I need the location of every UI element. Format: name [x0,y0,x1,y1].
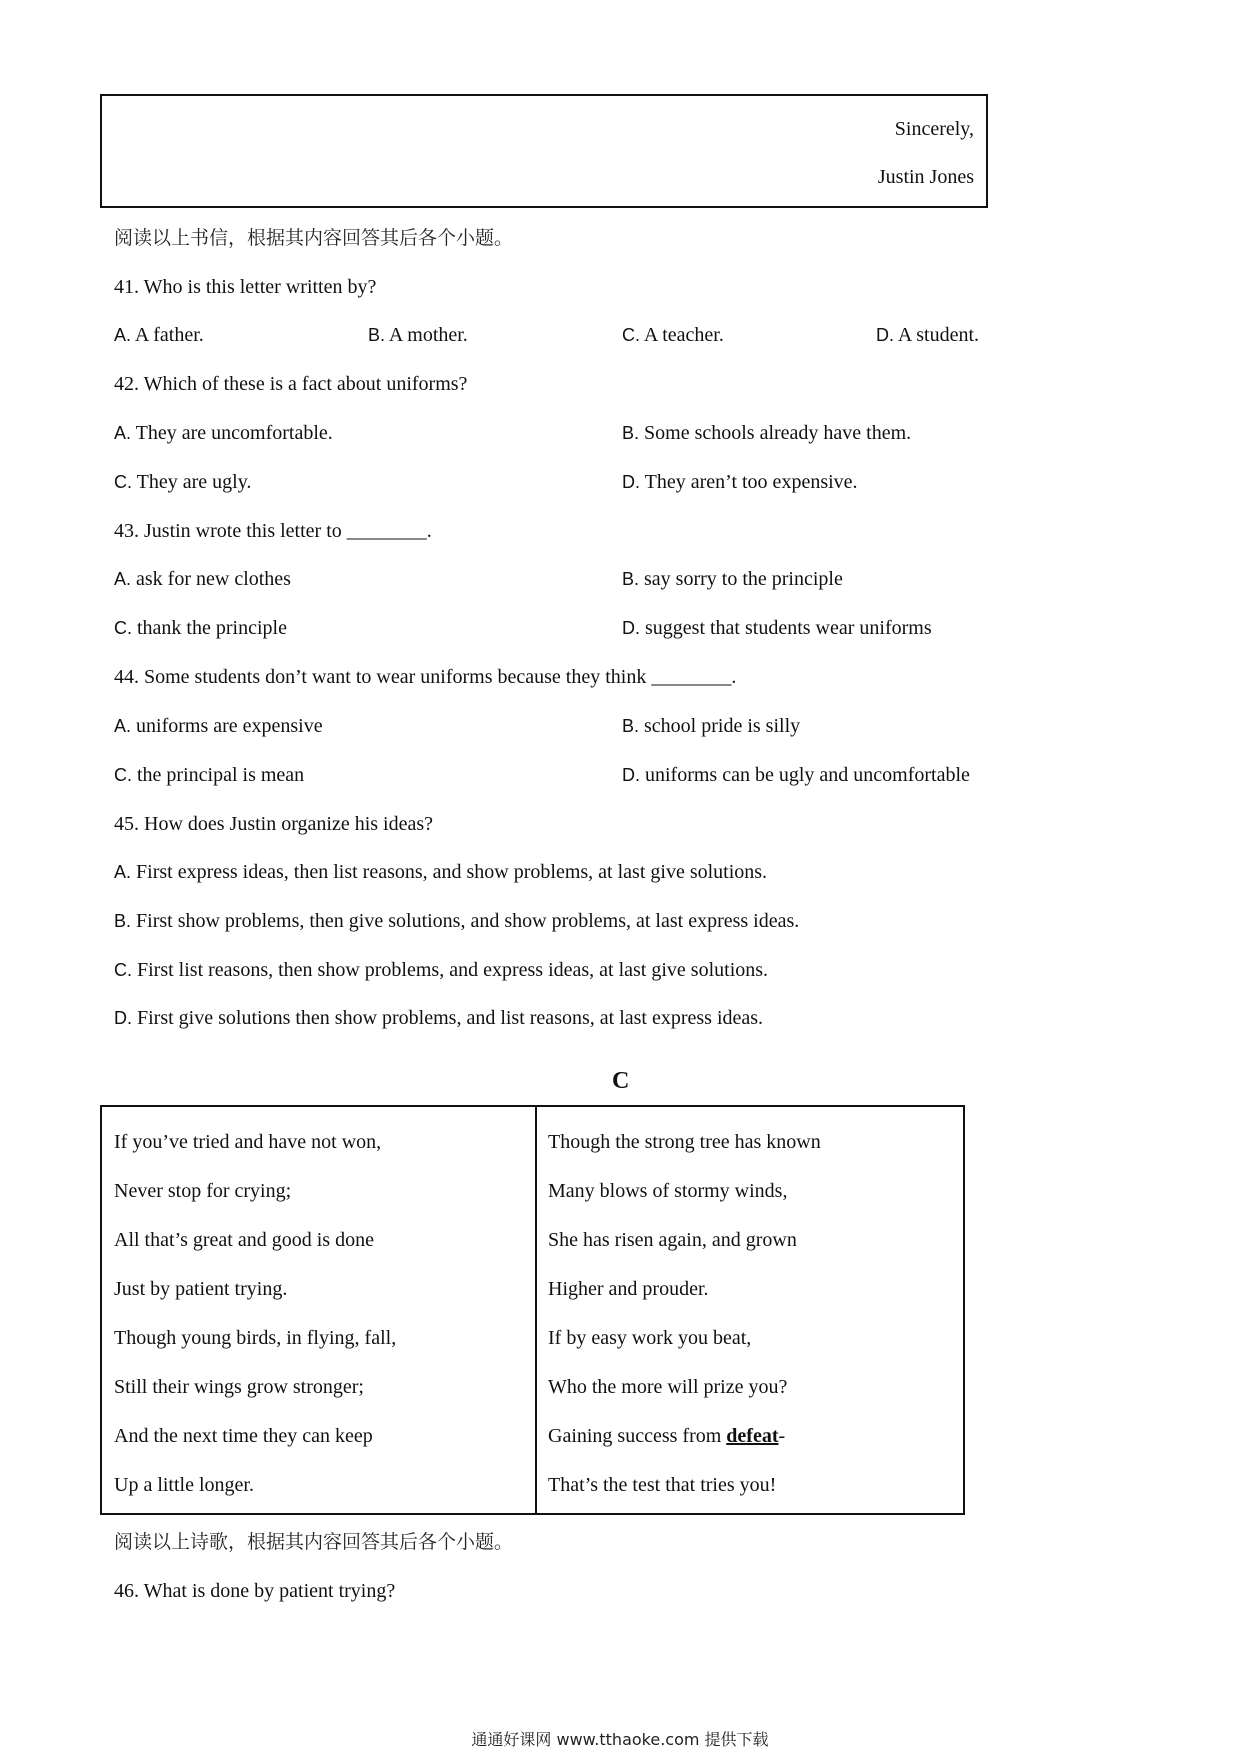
poem-table [100,1105,965,1515]
option-45-a: A. First express ideas, then list reasons, and show problems, at last give solutions. [114,861,768,883]
option-42-a: A. They are uncomfortable. [114,422,333,444]
footer-watermark: 通通好课网 www.tthaoke.com 提供下载 [471,1730,769,1749]
option-41-d: D. A student. [876,324,980,346]
question-number: 43. [114,520,144,542]
poem-line: Though the strong tree has known [548,1131,821,1153]
question-41 [114,275,376,299]
letter-closing-box [100,94,988,208]
poem-line: She has risen again, and grown [548,1229,797,1251]
option-42-d: D. They aren’t too expensive. [622,471,858,493]
question-text: Some students don’t want to wear uniforms because they think ________. [144,666,737,688]
option-44-d: D. uniforms can be ugly and uncomfortable [622,764,970,786]
poem-column-divider [535,1107,537,1513]
option-45-c: C. First list reasons, then show problems, and express ideas, at last give solutions. [114,959,769,981]
option-43-b: B. say sorry to the principle [622,568,843,590]
poem-line: Just by patient trying. [114,1278,288,1300]
poem-line: Gaining success from defeat- [548,1425,786,1447]
option-44-c: C. the principal is mean [114,764,305,786]
poem-line: And the next time they can keep [114,1425,373,1447]
question-44 [114,665,736,689]
poem-line: Up a little longer. [114,1474,254,1496]
poem-line: Though young birds, in flying, fall, [114,1327,397,1349]
question-45 [114,812,433,836]
option-45-b: B. First show problems, then give solutions, and show problems, at last express ideas. [114,910,800,932]
highlighted-word: defeat [726,1425,779,1447]
question-text: Justin wrote this letter to ________. [144,520,432,542]
question-text: What is done by patient trying? [143,1580,396,1602]
option-41-c: C. A teacher. [622,324,724,346]
poem-line: Higher and prouder. [548,1278,709,1300]
poem-line: Who the more will prize you? [548,1376,788,1398]
question-number: 46. [114,1580,144,1602]
option-43-c: C. thank the principle [114,617,287,639]
question-text: How does Justin organize his ideas? [144,813,434,835]
poem-line: Many blows of stormy winds, [548,1180,788,1202]
poem-line: Never stop for crying; [114,1180,292,1202]
poem-line: That’s the test that tries you! [548,1474,777,1496]
question-text: Which of these is a fact about uniforms? [143,373,468,395]
letter-signature: Justin Jones [877,166,974,188]
option-44-b: B. school pride is silly [622,715,801,737]
option-44-a: A. uniforms are expensive [114,715,323,737]
option-41-b: B. A mother. [368,324,468,346]
question-number: 44. [114,666,144,688]
option-41-a: A. A father. [114,324,204,346]
question-number: 45. [114,813,144,835]
option-42-c: C. They are ugly. [114,471,252,493]
option-43-d: D. suggest that students wear uniforms [622,617,932,639]
section-title: C [612,1068,630,1094]
question-number: 42. [114,373,144,395]
option-45-d: D. First give solutions then show problems, and list reasons, at last express ideas. [114,1007,764,1029]
letter-instruction: 阅读以上书信，根据其内容回答其后各个小题。 [114,227,514,249]
poem-line: If you’ve tried and have not won, [114,1131,382,1153]
option-43-a: A. ask for new clothes [114,568,291,590]
poem-instruction: 阅读以上诗歌，根据其内容回答其后各个小题。 [114,1531,514,1553]
poem-line: All that’s great and good is done [114,1229,374,1251]
question-number: 41. [114,276,144,298]
poem-line: Still their wings grow stronger; [114,1376,364,1398]
question-43 [114,519,432,543]
option-42-b: B. Some schools already have them. [622,422,912,444]
letter-closing: Sincerely, [894,118,974,140]
question-46 [114,1579,395,1603]
question-42 [114,372,467,396]
poem-line: If by easy work you beat, [548,1327,752,1349]
question-text: Who is this letter written by? [143,276,377,298]
